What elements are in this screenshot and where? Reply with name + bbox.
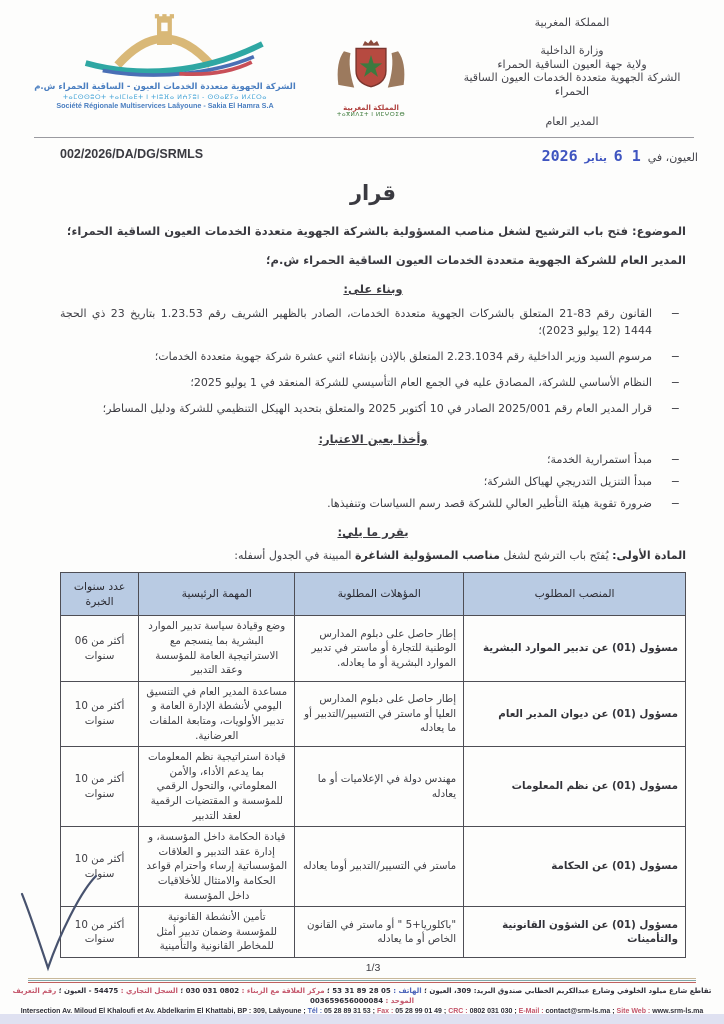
cell-experience: أكثر من 10 سنوات <box>61 827 139 907</box>
cell-qualifications: إطار حاصل على دبلوم المدارس العليا أو ماستر في التسيير/التدبير أو ما يعادله <box>295 681 464 746</box>
page-footer <box>0 978 724 1018</box>
date-place: العيون، في <box>647 150 698 164</box>
document-body <box>0 181 724 975</box>
footer-address-ar: تقاطع شارع ميلود الخلوفي وشارع عبدالكريم الخطابي صندوق البريد: 309، العيون ؛ <box>424 986 712 995</box>
footer-mail-label-fr: E-Mail : <box>518 1007 544 1015</box>
footer-id-label-ar: رقم التعريف الموحد : <box>12 986 414 1005</box>
cell-qualifications: "باكلوريا+5 " أو ماستر في القانون الخاص أو ما يعادله <box>295 907 464 958</box>
cell-experience: أكثر من 10 سنوات <box>61 747 139 827</box>
footer-tel-label-fr: Tél : <box>307 1007 323 1015</box>
cell-experience: أكثر من 10 سنوات <box>61 681 139 746</box>
dash-marker: − <box>670 401 680 415</box>
cell-mission: قيادة الحكامة داخل المؤسسة، و إدارة عقد التدبير و العلاقات المؤسساتية إرساء واحترام قواعد الحكامة والامتثال للأخلاقيات داخل المؤسسة <box>139 827 295 907</box>
company-name-french: Société Régionale Multiservices Laâyoune - Sakia El Hamra S.A <box>56 101 274 111</box>
considerations-list <box>60 451 686 512</box>
cell-mission: قيادة استراتيجية نظم المعلومات بما يدعم الأداء، والأمن المعلوماتي، والتحول الرقمي للمؤسسة و المقتضيات الرقمية لعقد التدبير <box>139 747 295 827</box>
footer-id-ar: 003659656000084 <box>310 997 384 1005</box>
list-item: − قرار المدير العام رقم 2025/001 الصادر في 10 أكتوبر 2025 والمتعلق بتحديد الهيكل التنظيمي للشركة ودليل المساطر؛ <box>60 400 686 417</box>
kingdom-emblem-block <box>311 12 431 129</box>
header-kingdom: المملكة المغربية <box>534 16 610 29</box>
cell-mission: مساعدة المدير العام في التنسيق اليومي لأنشطة الإدارة العامة و تدبير الأولويات، ومتابعة الملفات العرضانية. <box>139 681 295 746</box>
article-one-label: المادة الأولى: <box>612 549 686 563</box>
date-stamp: 1 6 يناير 2026 <box>541 146 641 165</box>
footer-crc-ar: 0802 031 030 ؛ <box>180 986 240 995</box>
cell-qualifications: إطار حاصل على دبلوم المدارس الوطنية للتجارة أو ماستر في تدبير الموارد البشرية أو ما يعادله. <box>295 616 464 681</box>
footer-tel-fr: 05 28 89 31 53 ; <box>323 1007 375 1015</box>
reference-number: 002/2026/DA/DG/SRMLS <box>60 146 204 161</box>
col-header-mission: المهمة الرئيسية <box>139 572 295 616</box>
page-number: 1/3 <box>365 962 381 975</box>
footer-rc-label-ar: السجل التجاري : <box>120 986 178 995</box>
footer-line-arabic <box>0 986 724 1007</box>
dash-marker: − <box>670 452 680 466</box>
cell-experience: أكثر من 06 سنوات <box>61 616 139 681</box>
considerations-heading: وأخذا بعين الاعتبار: <box>318 431 428 446</box>
list-item: − مبدأ استمرارية الخدمة؛ <box>60 451 686 468</box>
footer-crc-label-ar: مركز العلاقة مع الزبناء : <box>241 986 325 995</box>
list-item: − النظام الأساسي للشركة، المصادق عليه في الجمع العام التأسيسي للشركة المنعقد في 1 يوليو 2025؛ <box>60 374 686 391</box>
header-director-general: المدير العام <box>545 114 599 128</box>
footer-mail-fr: contact@srm-ls.ma ; <box>545 1007 615 1015</box>
cell-position: مسؤول (01) عن الحكامة <box>464 827 686 907</box>
list-item: − مرسوم السيد وزير الداخلية رقم 2.23.1034 المتعلق بالإذن بإنشاء اثني عشرة شركة جهوية متعددة الخدمات؛ <box>60 348 686 365</box>
table-row <box>61 747 686 827</box>
vacancies-table <box>60 572 686 958</box>
table-header-row <box>61 572 686 616</box>
date-block <box>542 147 698 165</box>
cell-experience: أكثر من 10 سنوات <box>61 907 139 958</box>
authority-line: المدير العام للشركة الجهوية متعددة الخدمات العيون الساقية الحمراء ش.م؛ <box>265 252 686 267</box>
footer-fax-fr: 05 28 99 01 49 ; <box>395 1007 447 1015</box>
col-header-position: المنصب المطلوب <box>464 572 686 616</box>
handwritten-checkmark-icon <box>14 874 102 974</box>
header-wilaya: ولاية جهة العيون الساقية الحمراء <box>497 57 647 71</box>
cell-position: مسؤول (01) عن تدبير الموارد البشرية <box>464 616 686 681</box>
decision-heading: يقرر ما يلي: <box>337 525 409 540</box>
company-name-tifinagh: ⵜⴰⵎⵙⵙⵓⵔⵜ ⵜⴰⵏⵎⵏⴰⴹⵜ ⵏ ⵜⵏⵓⴼⴰ ⵍⵄⵢⵓⵏ - ⵙⵙⴰⵇⵢⴰ ⵍⵃⵎⵔⴰ <box>63 92 267 101</box>
ministry-header-block <box>446 12 698 129</box>
col-header-experience: عدد سنوات الخبرة <box>61 572 139 616</box>
list-item: − مبدأ التنزيل التدريجي لهياكل الشركة؛ <box>60 473 686 490</box>
table-row <box>61 907 686 958</box>
reference-row <box>0 140 724 165</box>
company-logo-icon <box>53 12 278 78</box>
list-item: − القانون رقم 83-21 المتعلق بالشركات الجهوية متعددة الخدمات، الصادر بالظهير الشريف رقم 1.23.53 بتاريخ 23 ذي الحجة 1444 (12 يوليو 2023)؛ <box>60 306 680 337</box>
cell-position: مسؤول (01) عن الشؤون القانونية والتأمينات <box>464 907 686 958</box>
footer-web-fr: www.srm-ls.ma <box>652 1007 704 1015</box>
document-title: قرار <box>349 180 397 205</box>
emblem-caption-tifinagh: ⵜⴰⴳⵍⴷⵉⵜ ⵏ ⵍⵎⵖⵔⵉⴱ <box>336 112 406 119</box>
footer-crc-fr: 0802 031 030 ; <box>469 1007 517 1015</box>
table-row <box>61 616 686 681</box>
footer-phone-label-ar: الهاتف : <box>393 986 422 995</box>
subject-line <box>60 223 686 240</box>
subject-label: الموضوع: <box>632 223 686 238</box>
footer-crc-label-fr: CRC : <box>448 1007 468 1015</box>
dash-marker: − <box>670 306 680 320</box>
col-header-qualifications: المؤهلات المطلوبة <box>295 572 464 616</box>
basis-list <box>60 305 686 417</box>
table-row <box>61 827 686 907</box>
list-item: − ضرورة تقوية هيئة التأطير العالي للشركة قصد رسم السياسات وتنفيذها. <box>60 495 686 512</box>
cell-position: مسؤول (01) عن نظم المعلومات <box>464 747 686 827</box>
subject-text: فتح باب الترشيح لشغل مناصب المسؤولية بالشركة الجهوية متعددة الخدمات العيون الساقية الحمراء؛ <box>66 223 629 238</box>
footer-address-fr: Intersection Av. Miloud El Khaloufi et Av. Abdelkarim El Khattabi, BP : 309, Laâyoune ; <box>20 1007 306 1015</box>
dash-marker: − <box>670 497 680 511</box>
header-company: الشركة الجهوية متعددة الخدمات العيون الساقية الحمراء <box>463 71 681 98</box>
company-name-arabic: الشركة الجهوية متعددة الخدمات العيون - الساقية الحمراء ش.م <box>34 82 296 92</box>
article-one: المادة الأولى: يُفتَح باب الترشح لشغل مناصب المسؤولية الشاغرة المبينة في الجدول أسفله: <box>234 549 686 563</box>
footer-divider <box>28 978 696 983</box>
cell-position: مسؤول (01) عن ديوان المدير العام <box>464 681 686 746</box>
header-interior-ministry: وزارة الداخلية <box>540 43 604 57</box>
dash-marker: − <box>670 375 680 389</box>
scan-edge-band <box>0 1014 724 1024</box>
company-logo-block <box>34 12 296 129</box>
basis-heading: وبناء على: <box>343 281 403 296</box>
cell-mission: تأمين الأنشطة القانونية للمؤسسة وضمان تدبير أمثل للمخاطر القانونية والتأمينية <box>139 907 295 958</box>
cell-qualifications: ماستر في التسيير/التدبير أوما يعادله <box>295 827 464 907</box>
emblem-caption-arabic: المملكة المغربية <box>343 104 399 112</box>
footer-web-label-fr: Site Web : <box>616 1007 651 1015</box>
footer-rc-ar: 54475 - العيون ؛ <box>58 986 119 995</box>
dash-marker: − <box>670 349 680 363</box>
page-header <box>0 0 724 129</box>
footer-fax-label-fr: Fax : <box>376 1007 394 1015</box>
dash-marker: − <box>670 475 680 489</box>
cell-qualifications: مهندس دولة في الإعلاميات أو ما يعادله <box>295 747 464 827</box>
footer-phone-ar: 05 28 89 31 53 ؛ <box>327 986 391 995</box>
table-row <box>61 681 686 746</box>
cell-mission: وضع وقيادة سياسة تدبير الموارد البشرية بما ينسجم مع الاستراتيجية العامة للمؤسسة وعقد التدبير <box>139 616 295 681</box>
coat-of-arms-icon <box>329 38 413 100</box>
